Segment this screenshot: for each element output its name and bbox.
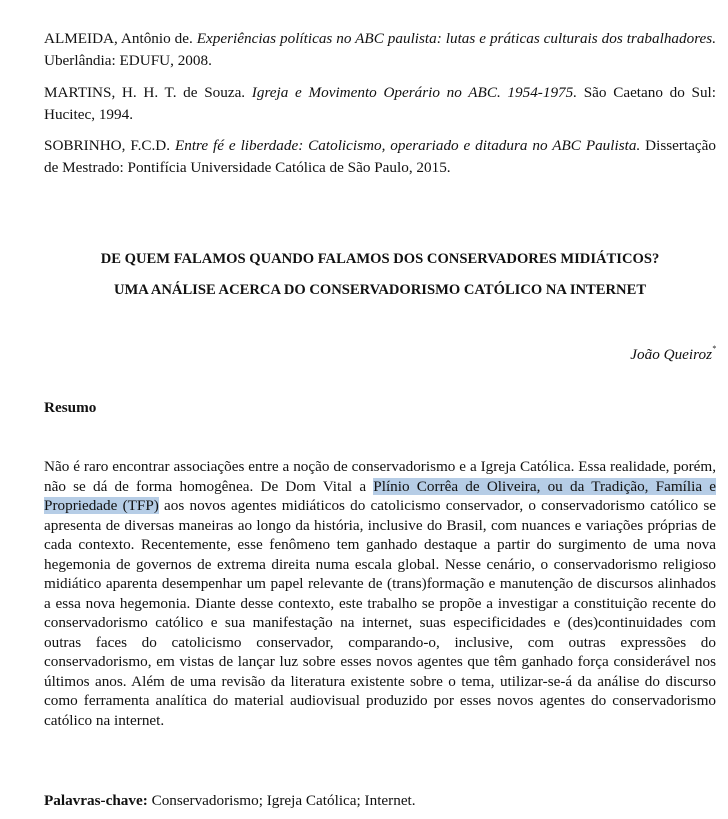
keywords-line: [44, 792, 416, 810]
article-title: [44, 244, 716, 306]
highlighted-text-selection[interactable]: Plínio Corrêa de Oliveira, ou da Tradição, Família e Propriedade (TFP): [44, 477, 716, 514]
reference-title: Igreja e Movimento Operário no ABC. 1954-1975.: [251, 84, 578, 101]
reference-entry: [44, 28, 716, 72]
keywords-label: Palavras-chave:: [44, 792, 148, 809]
reference-authors: MARTINS, H. H. T. de Souza.: [44, 84, 246, 101]
article-author: [630, 339, 716, 365]
author-footnote-mark[interactable]: *: [712, 344, 716, 353]
abstract-text-part-1: Não é raro encontrar associações entre a noção de conservadorismo e a Igreja Católica. Essa realidade, porém, não se dá de forma homogênea. De Dom Vital a: [44, 458, 716, 495]
author-name: João Queiroz: [630, 346, 712, 363]
reference-title: Entre fé e liberdade: Catolicismo, operariado e ditadura no ABC Paulista.: [174, 137, 641, 154]
abstract-heading: Resumo: [44, 399, 97, 416]
article-title-line-2: UMA ANÁLISE ACERCA DO CONSERVADORISMO CATÓLICO NA INTERNET: [113, 282, 647, 298]
reference-publication: São Caetano do Sul: Hucitec, 1994.: [44, 84, 716, 123]
reference-publication: Uberlândia: EDUFU, 2008.: [44, 52, 212, 69]
keywords-list: Conservadorismo; Igreja Católica; Internet.: [151, 792, 416, 809]
reference-publication: Dissertação de Mestrado: Pontifícia Universidade Católica de São Paulo, 2015.: [44, 137, 716, 176]
reference-authors: SOBRINHO, F.C.D.: [44, 137, 171, 154]
abstract-text-part-2: aos novos agentes midiáticos do catolicismo conservador, o conservadorismo católico se apresenta de diversas maneiras ao longo da história, inclusive do Brasil, com nuances e variações próprias de cada contexto. Recentemente, esse fenômeno tem ganhado destaque a partir do surgimento de uma nova hegemonia de governos de extrema direita numa escala global. Nesse cenário, o conservadorismo religioso midiático aparenta desempenhar um papel relevante de (trans)formação e manutenção de discursos alinhados a essa nova hegemonia. Diante desse contexto, este trabalho se propõe a investigar a constituição recente do conservadorismo católico e sua manifestação na internet, suas especificidades e (des)continuidades com outras faces do catolicismo conservador, comparando-o, inclusive, com outras expressões do conservadorismo, em vistas de lançar luz sobre esses novos agentes que têm ganhado força considerável nos últimos anos. Além de uma revisão da literatura existente sobre o tema, utilizar-se-á da análise do discurso como ferramenta analítica do material audiovisual produzido por esses novos agentes do conservadorismo católico na internet.: [44, 497, 716, 729]
reference-entry: [44, 135, 716, 179]
abstract-body: [44, 457, 716, 730]
reference-entry: [44, 82, 716, 126]
reference-authors: ALMEIDA, Antônio de.: [44, 30, 193, 47]
article-title-line-1: DE QUEM FALAMOS QUANDO FALAMOS DOS CONSERVADORES MIDIÁTICOS?: [100, 251, 660, 267]
reference-title: Experiências políticas no ABC paulista: lutas e práticas culturais dos trabalhadores.: [196, 30, 716, 47]
